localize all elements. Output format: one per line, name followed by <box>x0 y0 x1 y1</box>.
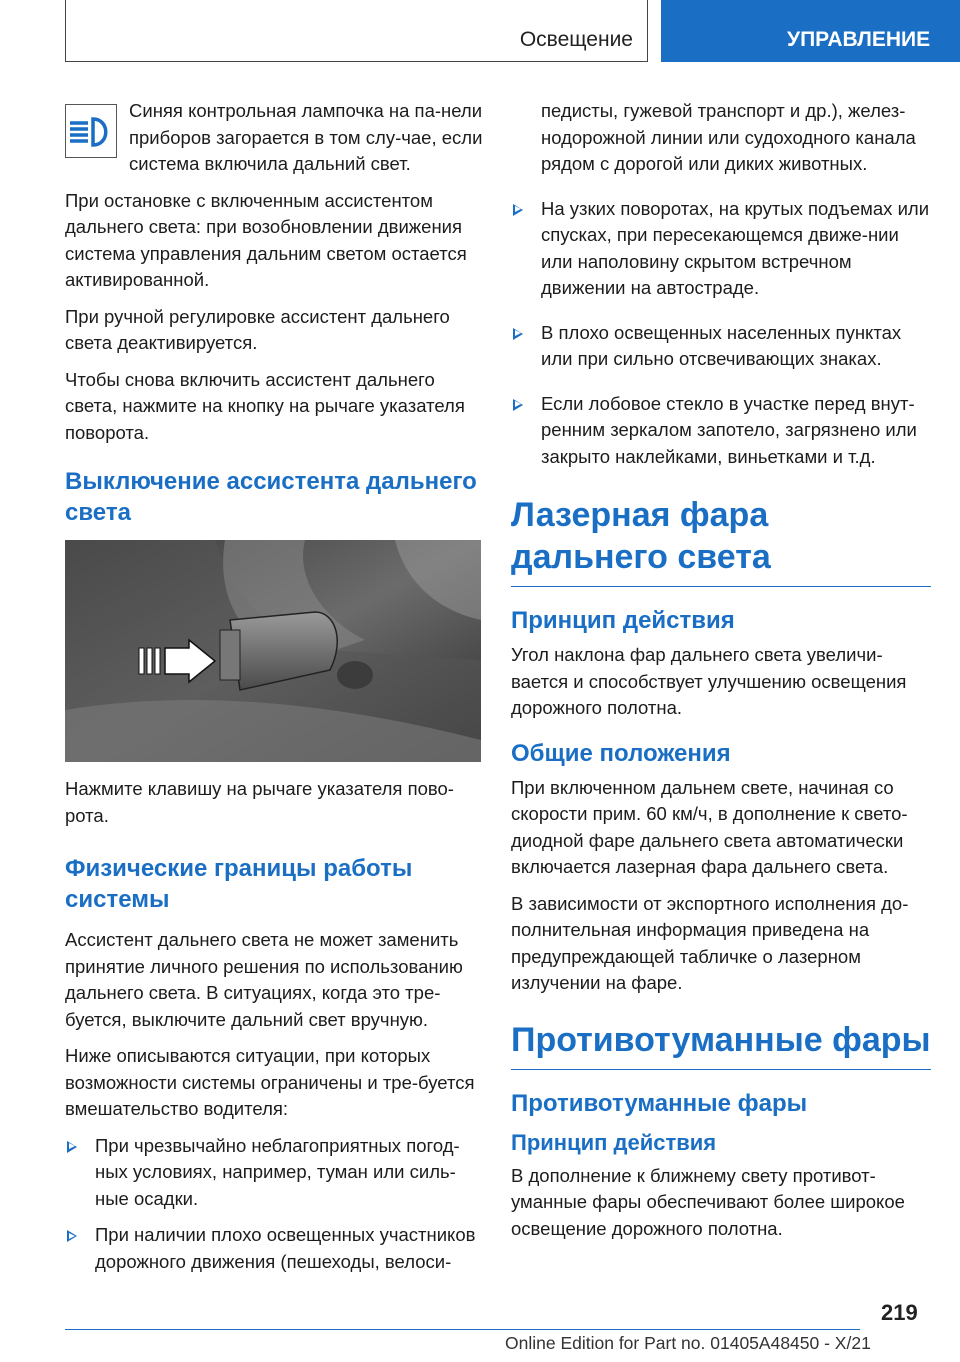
right-column <box>511 98 931 1252</box>
header-chapter-title: УПРАВЛЕНИЕ <box>661 0 960 62</box>
paragraph: Ассистент дальнего света не может заменить принятие личного решения по использованию дальнего света. В ситуациях, когда это тре-буется, выключите дальний свет вручную. <box>65 929 463 1030</box>
indicator-note <box>65 98 483 178</box>
chapter-heading-laser: Лазерная фара дальнего света <box>511 494 931 587</box>
paragraph: В зависимости от экспортного исполнения до-полнительная информация приведена на предупреждающей табличке о лазерном излучении на фаре. <box>511 892 909 993</box>
list-item <box>65 1222 483 1275</box>
paragraph: Угол наклона фар дальнего света увеличи-вается и способствует улучшению освещения дорожного полотна. <box>511 644 907 718</box>
paragraph: При включенном дальнем свете, начиная со скорости прим. 60 км/ч, в дополнение к свето-диодной фаре дальнего света автоматически включается лазерная фара дальнего света. <box>511 776 908 877</box>
turn-signal-lever-photo <box>65 540 481 762</box>
paragraph: При остановке с включенным ассистентом дальнего света: при возобновлении движения система управления дальним светом остается активированной. <box>65 189 467 290</box>
page-number: 219 <box>881 1300 918 1325</box>
subsection-heading-principle: Принцип действия <box>511 1129 717 1155</box>
paragraph: В дополнение к ближнему свету противот-уманные фары обеспечивают более широкое освещение дорожного полотна. <box>511 1164 905 1239</box>
paragraph: Чтобы снова включить ассистент дальнего света, нажмите на кнопку на рычаге указателя поворота. <box>65 368 465 443</box>
left-column <box>65 98 483 1285</box>
indicator-text: Синяя контрольная лампочка на па-нели приборов загорается в том слу-чае, если система включила дальний свет. <box>129 100 483 174</box>
chapter-heading-fog: Противотуманные фары <box>511 1019 931 1070</box>
list-item-text: Если лобовое стекло в участке перед внут-ренним зеркалом запотело, загрязнено или закрыто наклейками, виньетками и т.д. <box>541 392 917 467</box>
triangle-bullet-icon <box>513 328 523 340</box>
triangle-bullet-icon <box>67 1141 77 1153</box>
paragraph: При ручной регулировке ассистент дальнего света деактивируется. <box>65 305 450 353</box>
photo-caption: Нажмите клавишу на рычаге указателя пово-рота. <box>65 778 454 826</box>
triangle-bullet-icon <box>67 1230 77 1242</box>
high-beam-indicator-icon <box>65 104 117 158</box>
header-section-box <box>65 0 648 62</box>
triangle-bullet-icon <box>513 399 523 411</box>
list-item-text: В плохо освещенных населенных пунктах или при сильно отсвечивающих знаках. <box>541 321 902 369</box>
list-item <box>511 196 931 302</box>
list-item-text: На узких поворотах, на крутых подъемах или спусках, при пересекающемся движе-нии или наполовину скрытом встречном движении на автостраде. <box>541 197 930 298</box>
section-heading-general: Общие положения <box>511 739 731 767</box>
section-heading-limits: Физические границы работы системы <box>65 855 413 913</box>
section-heading-switch-off: Выключение ассистента дальнего света <box>65 468 477 526</box>
section-heading-fog: Противотуманные фары <box>511 1089 808 1117</box>
list-item-continuation: педисты, гужевой транспорт и др.), желез-нодорожной линии или судоходного канала рядом с дорогой или диких животных. <box>541 100 916 174</box>
footer-divider <box>65 1329 860 1330</box>
footer-edition: Online Edition for Part no. 01405A48450 - X/21 <box>505 1333 871 1353</box>
list-item <box>511 391 931 471</box>
paragraph: Ниже описываются ситуации, при которых возможности системы ограничены и тре-буется вмешательство водителя: <box>65 1045 475 1119</box>
limits-list <box>65 1133 483 1276</box>
section-heading-principle: Принцип действия <box>511 607 735 634</box>
list-item-text: При наличии плохо освещенных участников дорожного движения (пешеходы, велоси- <box>95 1224 476 1272</box>
list-item <box>511 320 931 373</box>
header-section-title: Освещение <box>519 28 633 51</box>
list-item <box>65 1133 483 1213</box>
list-item-text: При чрезвычайно неблагоприятных погод-ных условиях, например, туман или силь-ные осадки. <box>95 1134 460 1209</box>
triangle-bullet-icon <box>513 204 523 216</box>
limits-list-continued <box>511 196 931 471</box>
